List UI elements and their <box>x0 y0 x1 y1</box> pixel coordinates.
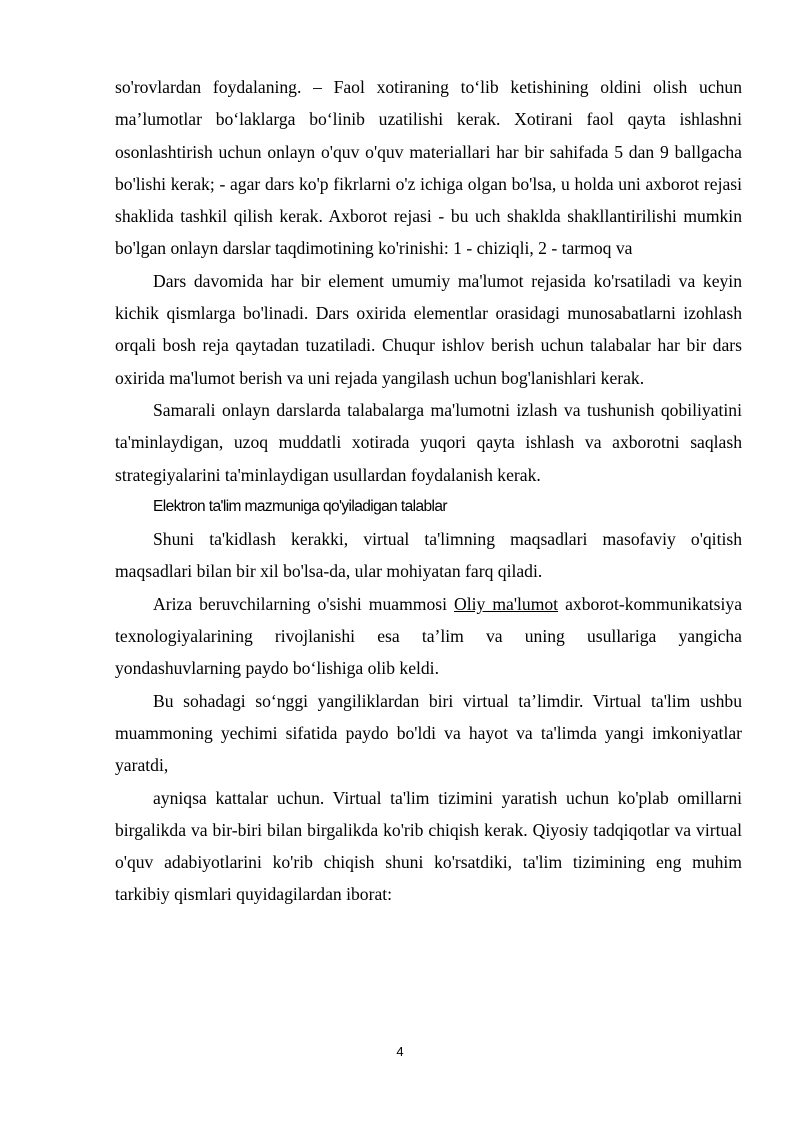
section-heading: Elektron ta'lim mazmuniga qo'yiladigan talablar <box>153 497 447 515</box>
paragraph-7: ayniqsa kattalar uchun. Virtual ta'lim tizimini yaratish uchun ko'plab omillarni birgalikda va bir-biri bilan birgalikda ko'rib chiqish kerak. Qiyosiy tadqiqotlar va virtual o'quv adabiyotlarini ko'rib chiqish shuni ko'rsatdiki, ta'lim tizimining eng muhim tarkibiy qismlari quyidagilardan iborat: <box>115 787 742 905</box>
body-text <box>115 71 742 911</box>
paragraph-2: Dars davomida har bir element umumiy ma'lumot rejasida ko'rsatiladi va keyin kichik qismlarga bo'linadi. Dars oxirida elementlar orasidagi munosabatlarni izohlash orqali bosh reja qaytadan tuzatiladi. Chuqur ishlov berish uchun talabalar har bir dars oxirida ma'lumot berish va uni rejada yangilash uchun bog'lanishlari kerak. <box>115 270 742 388</box>
paragraph-3: Samarali onlayn darslarda talabalarga ma'lumotni izlash va tushunish qobiliyatini ta'minlaydigan, uzoq muddatli xotirada yuqori qayta ishlash va axborotni saqlash strategiyalarini ta'minlaydigan usullardan foydalanish kerak. <box>115 399 742 485</box>
paragraph-5-end: axborot-kommunikatsiya texnologiyalarining rivojlanishi esa ta’lim va uning usullariga yangicha yondashuvlarning paydo bo‘lishiga olib keldi. <box>115 593 742 679</box>
paragraph-5 <box>115 588 742 685</box>
paragraph-6: Bu sohadagi so‘nggi yangiliklardan biri virtual ta’limdir. Virtual ta'lim ushbu muammoning yechimi sifatida paydo bo'ldi va hayot va ta'limda yangi imkoniyatlar yaratdi, <box>115 690 742 776</box>
page-number: 4 <box>396 1044 404 1059</box>
paragraph-1: so'rovlardan foydalaning. – Faol xotiraning to‘lib ketishining oldini olish uchun ma’lumotlar bo‘laklarga bo‘linib uzatilishi kerak. Xotirani faol qayta ishlashni osonlashtirish uchun onlayn o'quv o'quv materiallari har bir sahifada 5 dan 9 ballgacha bo'lishi kerak; - agar dars ko'p fikrlarni o'z ichiga olgan bo'lsa, u holda uni axborot rejasi shaklida tashkil qilish kerak. Axborot rejasi - bu uch shaklda shakllantirilishi mumkin bo'lgan onlayn darslar taqdimotining ko'rinishi: 1 - chiziqli, 2 - tarmoq va <box>115 77 742 259</box>
paragraph-4: Shuni ta'kidlash kerakki, virtual ta'limning maqsadlari masofaviy o'qitish maqsadlari bilan bir xil bo'lsa-da, ular mohiyatan farq qiladi. <box>115 529 742 582</box>
paragraph-5-start: Ariza beruvchilarning o'sishi muammosi <box>153 593 455 614</box>
oliy-malumot-link[interactable]: Oliy ma'lumot <box>454 593 559 614</box>
